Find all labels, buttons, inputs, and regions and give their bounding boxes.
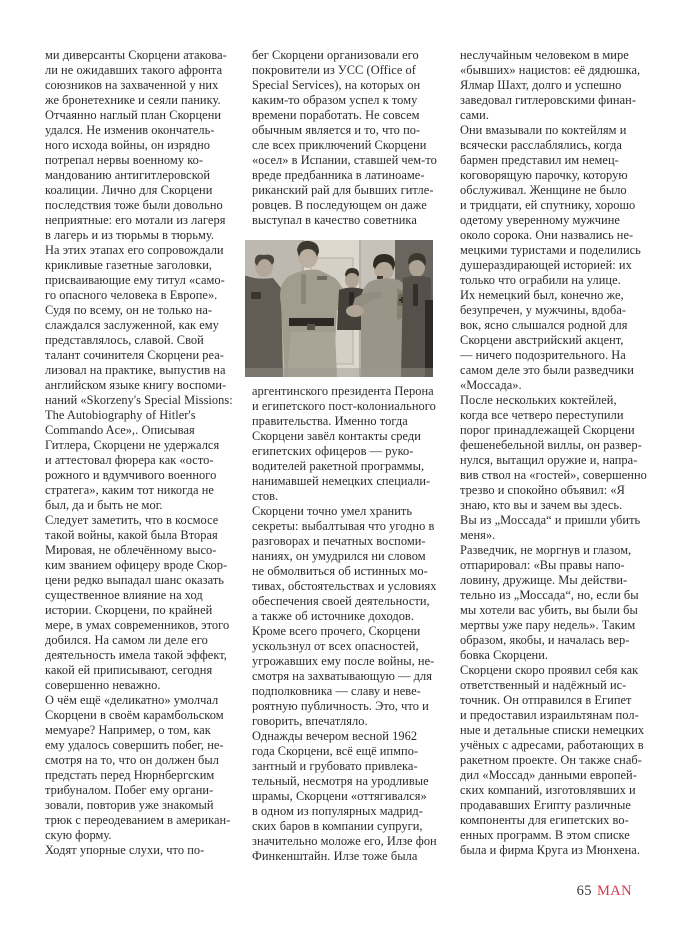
text-line: Разведчик, не моргнув и глазом, [460,543,632,557]
text-line: секреты: выбалтывая что угодно в [252,519,435,533]
text-line: «Моссада». [460,378,522,392]
text-line: мертвы уже пару недель». Таким [460,618,636,632]
text-line: деятельность имела такой эффект, [45,648,227,662]
text-line: года Скорцени, всё ещё ипмпо- [252,744,419,758]
text-line: и аттестовал фюрера как «осто- [45,453,214,467]
text-line: О чём ещё «деликатно» умолчал [45,693,219,707]
text-line: трибуналом. Побег ему органи- [45,783,214,797]
text-line: ских компаний, изготовлявших и [460,783,636,797]
text-line: тивах, обстоятельствах и условиях [252,579,437,593]
text-line: Скорцени завёл контакты среди [252,429,421,443]
text-line: стратега», каким тот никогда не [45,483,214,497]
text-line: Кроме всего прочего, Скорцени [252,624,421,638]
text-line: фешенебельной виллы, он развер- [460,438,642,452]
text-line: продававших Египту различные [460,798,631,812]
text-line: зовали, повторив уже знакомый [45,798,214,812]
text-line: удался. Не изменив окончатель- [45,123,215,137]
text-line: «осел» в Испании, ставшей чем-то [252,153,437,167]
text-line: меня». [460,528,496,542]
text-line: Скорцени точно умел хранить [252,504,413,518]
text-line: отпарировал: «Вы правы напо- [460,558,625,572]
text-line: бовка Скорцени. [460,648,549,662]
text-line: же бронетехнике и сеяли панику. [45,93,221,107]
text-line: аргентинского президента Перона [252,384,434,398]
text-line: вреде предбанника в латиноаме- [252,168,425,182]
text-line: Мировая, не облечённому высо- [45,543,217,557]
text-line: и предоставил израильтянам пол- [460,708,639,722]
text-line: слаждался заслуженной, как ему [45,318,219,332]
text-line: представлялось, славой. Свой [45,333,204,347]
text-line: шрамы, Скорцени «оттягивался» [252,789,427,803]
text-line: тельно из „Моссада“, но, если бы [460,588,639,602]
text-line: последствия тоже были довольно [45,198,223,212]
text-line: водителей ракетной программы, [252,459,425,473]
text-line: значительно моложе его, Илзе фон [252,834,437,848]
text-line: каким-то образом успел к тому [252,93,418,107]
text-line: мере, в умах современников, этого [45,618,230,632]
text-line: в одном из популярных мадрид- [252,804,423,818]
text-line: мы хотели вас убить, вы были бы [460,603,638,617]
text-line: Однажды вечером весной 1962 [252,729,418,743]
text-line: Вы из „Моссада“ и пришли убить [460,513,641,527]
text-line: ного исхода войны, он изрядно [45,138,210,152]
text-column-2 [252,48,452,864]
text-line: трюк с переодеванием в американ- [45,813,231,827]
column-3-text [460,48,660,858]
text-line: английском языке книгу воспоми- [45,378,227,392]
text-line: только что ограбили на улице. [460,273,621,287]
text-line: смотря на то, что он должен был [45,753,220,767]
text-line: а также об источнике доходов. [252,609,414,623]
text-line: безупречен, у мужчины, вдоба- [460,303,627,317]
text-line: обычным является и то, что по- [252,123,421,137]
text-line: Финкенштайн. Илзе тоже была [252,849,418,863]
text-line: заведовал гитлеровскими финан- [460,93,637,107]
text-line: выступал в качество советника [252,213,417,227]
text-line: стов. [252,489,279,503]
text-line: душераздирающей историей: их [460,258,632,272]
text-line: вок, ясно слышался родной для [460,318,628,332]
text-line: Скорцени в своём карамбольском [45,708,224,722]
text-line: дил «Моссад» данными европей- [460,768,637,782]
text-line: После нескольких коктейлей, [460,393,617,407]
text-line: покровители из УСС (Office of [252,63,416,77]
text-line: Следует заметить, что в космосе [45,513,219,527]
text-line: Commando Ace»,. Описывая [45,423,195,437]
text-line: компоненты для египетских во- [460,813,629,827]
text-line: коговорящую парочку, которую [460,168,628,182]
text-line: мецкими туристами и поделились [460,243,641,257]
text-line: и египетского пост-колониального [252,399,436,413]
text-line: ракетном проекте. Он также снаб- [460,753,642,767]
text-line: всячески расслаблялись, когда [460,138,622,152]
text-line: была и фирма Круга из Мюнхена. [460,843,640,857]
text-line: истории. Скорцени, по крайней [45,603,213,617]
text-line: скую форму. [45,828,112,842]
text-line: The Autobiography of Hitler's [45,408,196,422]
text-line: риканский рай для бывших гитле- [252,183,434,197]
text-line: образом, якобы, и началась вер- [460,633,630,647]
text-line: такой войны, какой была Вторая [45,528,218,542]
text-line: крикливые газетные заголовки, [45,258,213,272]
text-line: Гитлера, Скорцени не удержался [45,438,220,452]
text-line: времени поработать. Не совсем [252,108,420,122]
text-line: талант сочинителя Скорцени реа- [45,348,224,362]
text-line: неслучайным человеком в мире [460,48,629,62]
column-2-text-top [252,48,452,228]
text-line: роятную публичность. Это, что и [252,699,429,713]
text-line: присваивающие ему титул «само- [45,273,225,287]
text-line: когда все четверо переступили [460,408,624,422]
text-line: мандованию антигитлеровской [45,168,211,182]
text-line: коалиции. Лично для Скорцени [45,183,213,197]
text-line: ровцев. В последующем он даже [252,198,427,212]
text-line: нанимавшей немецких специали- [252,474,431,488]
text-line: обслуживал. Женщине не было [460,183,627,197]
text-line: ему удалось совершить побег, не- [45,738,224,752]
text-line: трезво и спокойно объявил: «Я [460,483,625,497]
text-line: и тридцати, ей спутнику, хорошо [460,198,636,212]
text-line: смотря на захватывающую — для [252,669,433,683]
text-line: цени редко выпадал шанс оказать [45,573,224,587]
text-line: На этих этапах его сопровождали [45,243,224,257]
text-line: наний «Skorzeny's Special Missions: [45,393,233,407]
text-line: египетских офицеров — руко- [252,444,414,458]
column-1-text [45,48,245,858]
text-line: добился. На самом ли деле его [45,633,208,647]
text-line: ловину, дружище. Мы действи- [460,573,628,587]
text-line: около сорока. Они назвались не- [460,228,634,242]
text-line: существенное влияние на ход [45,588,203,602]
text-line: неприятные: его мотали из лагеря [45,213,226,227]
text-column-1 [45,48,245,858]
text-line: был, да и быть не мог. [45,498,163,512]
text-line: правительства. Именно тогда [252,414,408,428]
text-line: сле всех приключений Скорцени [252,138,427,152]
text-line: наниях, он умудрился ни словом [252,549,426,563]
text-line: Ходят упорные слухи, что по- [45,843,205,857]
text-line: го опасного человека в Европе». [45,288,218,302]
text-line: ким званием офицеру вроде Скор- [45,558,228,572]
magazine-logo: MAN [596,883,632,899]
page-number: 65 [576,883,592,899]
text-line: не обмолвиться об истинных мо- [252,564,428,578]
text-line: ответственный и надёжный ис- [460,678,627,692]
text-line: какой ей приписывают, сегодня [45,663,213,677]
page-footer [0,883,632,900]
text-line: угрожавших ему после войны, не- [252,654,435,668]
text-line: енных программ. В этом списке [460,828,630,842]
text-line: совершенно неважно. [45,678,161,692]
text-line: союзников на захваченной у них [45,78,219,92]
text-line: Special Services), на которых он [252,78,421,92]
text-line: Судя по всему, он не только на- [45,303,213,317]
text-line: говорить, впечатляло. [252,714,368,728]
text-line: знаю, кто вы и зачем вы здесь. [460,498,623,512]
text-line: Их немецкий был, конечно же, [460,288,624,302]
text-line: точник. Он отправился в Египет [460,693,632,707]
text-line: нулся, вытащил оружие и, напра- [460,453,638,467]
text-line: подполковника — славу и неве- [252,684,421,698]
text-line: мемуаре? Например, о том, как [45,723,211,737]
text-line: порог принадлежащей Скорцени [460,423,635,437]
text-line: обеспечения своей деятельности, [252,594,430,608]
text-line: разговорах и печатных воспоми- [252,534,426,548]
text-line: Скорцени австрийский акцент, [460,333,624,347]
text-line: потрепал нервы военному ко- [45,153,204,167]
text-line: бармен представил им немец- [460,153,619,167]
text-line: Скорцени скоро проявил себя как [460,663,639,677]
text-line: учёных с адресами, работающих в [460,738,644,752]
text-line: ные и детальные списки немецких [460,723,645,737]
text-line: тельный, несмотря на уродливые [252,774,429,788]
text-line: бег Скорцени организовали его [252,48,419,62]
text-line: — ничего подозрительного. На [460,348,626,362]
text-line: самом деле это были разведчики [460,363,634,377]
photo-skorzeny-hitler-handshake [245,240,433,377]
text-line: ускользнул от всех опасностей, [252,639,419,653]
text-line: «бывших» нацистов: её дядюшка, [460,63,641,77]
text-line: Ялмар Шахт, долго и успешно [460,78,622,92]
text-line: в лагерь и из тюрьмы в тюрьму. [45,228,214,242]
text-line: одетому уверенному мужчине [460,213,620,227]
photo-illustration [245,240,433,377]
text-line: сами. [460,108,489,122]
text-line: лизовал на практике, выпустив на [45,363,226,377]
text-line: ских баров в компании супруги, [252,819,423,833]
text-line: ми диверсанты Скорцени атакова- [45,48,227,62]
text-line: предстать перед Нюрнбергским [45,768,215,782]
text-line: вив ствол на «гостей», совершенно [460,468,647,482]
text-line: ли не ожидавших такого афронта [45,63,223,77]
text-column-3 [460,48,660,858]
column-2-text-bottom [252,384,452,864]
text-line: зантный и грубовато привлека- [252,759,418,773]
text-line: рожного и вдумчивого военного [45,468,217,482]
text-line: Они вмазывали по коктейлям и [460,123,627,137]
text-line: Отчаянно наглый план Скорцени [45,108,222,122]
